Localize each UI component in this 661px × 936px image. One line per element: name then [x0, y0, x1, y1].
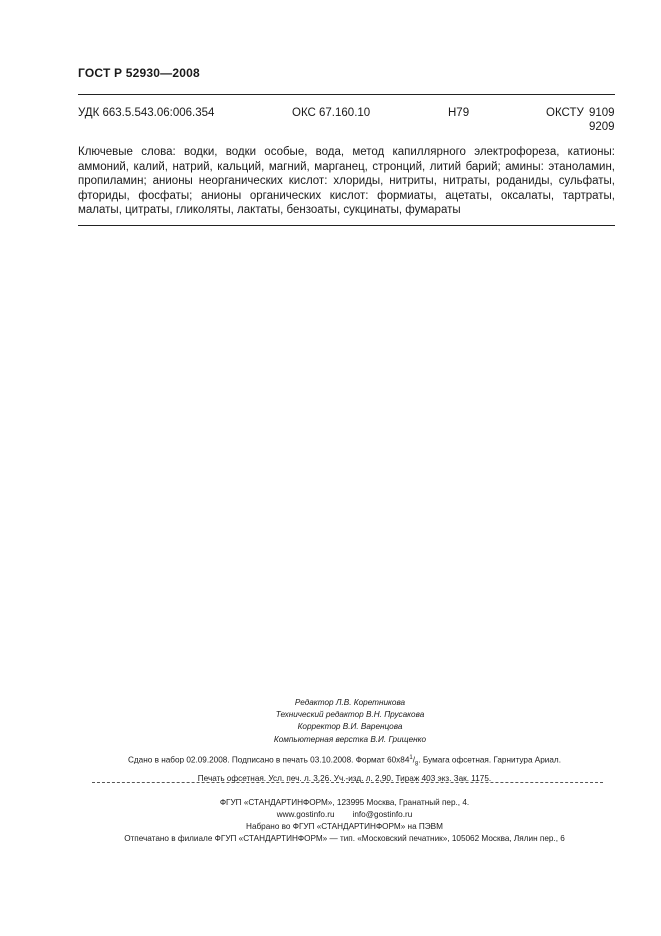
credit-role: Технический редактор — [275, 710, 364, 720]
keywords-text: водки, водки особые, вода, метод капиллярного электрофореза, катионы: аммоний, калий, натрий, кальций, магний, марганец, стронций, литий барий; амины: этаноламин, пропиламин; анионы неорганических кислот: хлориды, нитриты, нитраты, роданиды, сульфаты, фториды, фосфаты; анионы органических кислот: формиаты, ацетаты, оксалаты, тартраты, малаты, цитраты, гликоляты, лактаты, бензоаты, сукцинаты, фумараты — [78, 146, 615, 217]
format-den: 8 — [415, 761, 419, 768]
okstu-code-1: 9109 — [589, 107, 615, 119]
format-slash: / — [412, 755, 416, 765]
print-info-line-2: Печать офсетная. Усл. печ. л. 3,26. Уч.-изд. л. 2,90. Тираж 403 экз. Зак. 1175. — [197, 773, 492, 783]
credits-block — [200, 697, 500, 746]
okstu-label: ОКСТУ — [546, 107, 584, 119]
publisher-dashed-rule — [92, 782, 603, 783]
credit-tech-editor — [200, 709, 500, 721]
print-info-text-2: . Бумага офсетная. Гарнитура Ариал. — [418, 755, 561, 765]
credit-name: В.Н. Прусакова — [366, 710, 425, 720]
credit-role: Корректор — [297, 722, 341, 732]
okstu-codes — [589, 106, 615, 134]
document-code: ГОСТ Р 52930—2008 — [78, 66, 200, 80]
print-info — [92, 752, 597, 785]
publisher-block — [92, 797, 597, 845]
publisher-email: info@gostinfo.ru — [352, 810, 413, 819]
credit-editor — [200, 697, 500, 709]
credit-name: В.И. Грищенко — [370, 734, 427, 744]
print-info-line-1 — [92, 752, 597, 772]
okstu-block — [546, 106, 615, 133]
keywords-label: Ключевые слова: — [78, 146, 176, 158]
credit-layout — [200, 734, 500, 746]
okstu-code-2: 9209 — [589, 121, 615, 133]
keywords-rule — [78, 225, 615, 226]
credit-proofreader — [200, 721, 500, 733]
publisher-typeset: Набрано во ФГУП «СТАНДАРТИНФОРМ» на ПЭВМ — [246, 822, 443, 831]
credit-name: Л.В. Коретникова — [335, 698, 406, 707]
publisher-printed: Отпечатано в филиале ФГУП «СТАНДАРТИНФОРМ» — тип. «Московский печатник», 105062 Москва, Лялин пер., 6 — [124, 834, 565, 843]
publisher-web: www.gostinfo.ru — [276, 810, 335, 819]
format-sup: 1 — [409, 755, 413, 761]
header-rule — [78, 94, 615, 95]
group-code: Н79 — [448, 107, 470, 119]
oks-code: ОКС 67.160.10 — [292, 107, 371, 119]
print-info-text: Сдано в набор 02.09.2008. Подписано в печать 03.10.2008. Формат 60х84 — [127, 755, 410, 765]
credit-role: Компьютерная верстка — [273, 734, 369, 744]
publisher-address: ФГУП «СТАНДАРТИНФОРМ», 123995 Москва, Гранатный пер., 4. — [219, 798, 470, 807]
udk-code: УДК 663.5.543.06:006.354 — [78, 107, 215, 119]
credit-role: Редактор — [294, 698, 334, 707]
credit-name: В.И. Варенцова — [342, 722, 403, 732]
keywords-paragraph — [78, 145, 615, 218]
publisher-contacts — [92, 809, 597, 821]
